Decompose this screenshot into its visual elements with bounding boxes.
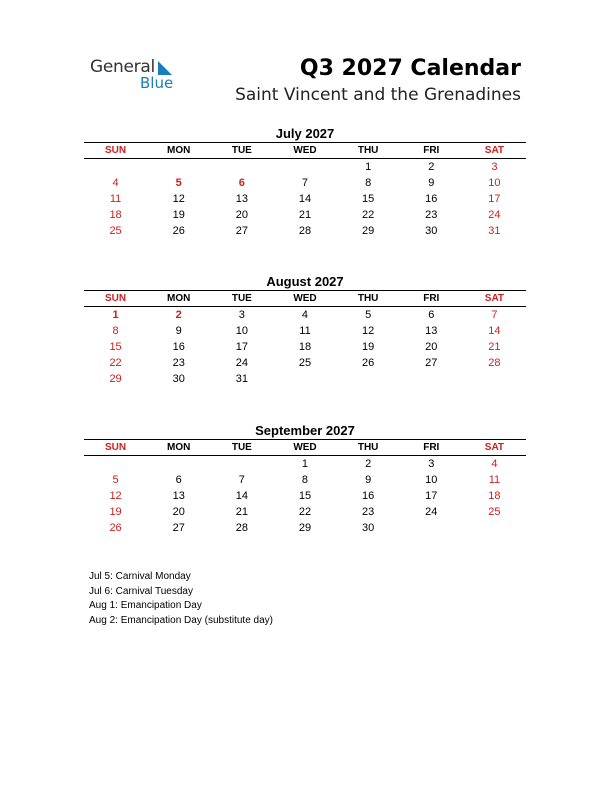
day-cell: 2	[428, 161, 435, 173]
day-cell: 26	[362, 357, 375, 369]
day-cell: 6	[238, 177, 245, 189]
day-cell: 12	[172, 193, 185, 205]
day-cell: 5	[112, 474, 119, 486]
week-row	[84, 472, 526, 488]
day-cell: 18	[109, 209, 122, 221]
holiday-note: Jul 6: Carnival Tuesday	[89, 585, 193, 597]
page-subtitle: Saint Vincent and the Grenadines	[235, 85, 521, 105]
week-row	[84, 175, 526, 191]
day-cell: 21	[298, 209, 312, 221]
week-row	[84, 223, 526, 239]
day-cell: 25	[298, 357, 312, 369]
day-cell: 15	[298, 490, 312, 502]
weekday-header: THU	[337, 291, 400, 307]
day-cell: 20	[425, 341, 438, 353]
day-cell: 7	[301, 177, 309, 189]
weekday-header: TUE	[210, 440, 273, 456]
day-cell: 19	[109, 506, 122, 518]
day-cell: 30	[425, 225, 438, 237]
day-cell: 26	[172, 225, 185, 237]
day-cell	[463, 371, 526, 387]
week-row	[84, 339, 526, 355]
month-block-september	[84, 422, 526, 536]
logo-blue-text: Blue	[140, 74, 174, 92]
day-cell: 23	[425, 209, 438, 221]
day-cell: 1	[365, 161, 372, 173]
day-cell: 18	[298, 341, 312, 353]
day-cell: 19	[362, 341, 375, 353]
day-cell: 25	[488, 506, 501, 518]
weekday-header: SAT	[463, 291, 526, 307]
logo-triangle-icon	[158, 61, 172, 75]
day-cell: 10	[425, 474, 438, 486]
day-cell: 7	[491, 309, 498, 321]
logo-general-text: General	[90, 57, 155, 77]
day-cell: 25	[109, 225, 122, 237]
week-row	[84, 355, 526, 371]
day-cell: 2	[175, 309, 182, 321]
day-cell: 11	[488, 474, 501, 486]
day-cell: 4	[491, 458, 498, 470]
day-cell: 24	[235, 357, 248, 369]
week-row	[84, 191, 526, 207]
day-cell: 14	[488, 325, 501, 337]
day-cell: 18	[488, 490, 501, 502]
day-cell: 9	[428, 177, 435, 189]
day-cell: 31	[235, 373, 248, 385]
day-cell: 14	[235, 490, 248, 502]
day-cell: 22	[362, 209, 375, 221]
month-block-august	[84, 273, 526, 387]
day-cell: 20	[172, 506, 185, 518]
page-title: Q3 2027 Calendar	[299, 56, 521, 81]
day-cell: 13	[172, 490, 185, 502]
week-row	[84, 307, 526, 324]
day-cell	[400, 520, 463, 536]
day-cell: 10	[488, 177, 501, 189]
day-cell: 9	[365, 474, 372, 486]
week-row	[84, 456, 526, 473]
day-cell: 11	[109, 193, 122, 205]
month-block-july	[84, 125, 526, 239]
day-cell	[463, 520, 526, 536]
day-cell: 26	[109, 522, 122, 534]
weekday-header: THU	[337, 143, 400, 159]
day-cell: 3	[491, 161, 498, 173]
day-cell: 8	[112, 325, 119, 337]
day-cell: 8	[365, 177, 372, 189]
day-cell	[273, 159, 336, 176]
weekday-header: SUN	[84, 291, 147, 307]
weekday-header: WED	[273, 143, 336, 159]
day-cell: 28	[298, 225, 312, 237]
day-cell: 22	[109, 357, 122, 369]
day-cell: 20	[235, 209, 248, 221]
day-cell: 5	[365, 309, 372, 321]
month-table	[84, 439, 526, 536]
day-cell: 3	[428, 458, 435, 470]
day-cell: 27	[172, 522, 185, 534]
weekday-header: SAT	[463, 143, 526, 159]
day-cell: 16	[425, 193, 438, 205]
weekday-header: FRI	[400, 143, 463, 159]
day-cell: 6	[175, 474, 182, 486]
day-cell	[147, 159, 210, 176]
weekday-header: TUE	[210, 291, 273, 307]
day-cell: 19	[172, 209, 185, 221]
day-cell: 5	[175, 177, 182, 189]
day-cell: 30	[362, 522, 375, 534]
month-title: September 2027	[255, 423, 355, 438]
weekday-header: WED	[273, 291, 336, 307]
day-cell: 13	[235, 193, 248, 205]
day-cell: 1	[112, 309, 119, 321]
day-cell: 14	[298, 193, 312, 205]
day-cell: 4	[112, 177, 119, 189]
day-cell: 29	[362, 225, 375, 237]
day-cell: 12	[109, 490, 122, 502]
weekday-header: MON	[147, 291, 210, 307]
weekday-header: SUN	[84, 440, 147, 456]
week-row	[84, 159, 526, 176]
week-row	[84, 520, 526, 536]
day-cell: 11	[299, 325, 311, 337]
day-cell: 13	[425, 325, 438, 337]
month-table	[84, 290, 526, 387]
day-cell	[147, 456, 210, 473]
day-cell: 2	[365, 458, 372, 470]
day-cell: 4	[301, 309, 309, 321]
weekday-header: TUE	[210, 143, 273, 159]
day-cell: 31	[488, 225, 501, 237]
day-cell: 27	[235, 225, 248, 237]
day-cell: 15	[109, 341, 122, 353]
day-cell: 10	[235, 325, 248, 337]
day-cell: 8	[301, 474, 309, 486]
day-cell: 1	[301, 458, 309, 470]
weekday-header: THU	[337, 440, 400, 456]
day-cell: 30	[172, 373, 185, 385]
day-cell	[400, 371, 463, 387]
day-cell: 15	[362, 193, 375, 205]
month-title: August 2027	[266, 274, 344, 289]
weekday-header: FRI	[400, 291, 463, 307]
week-row	[84, 371, 526, 387]
day-cell: 7	[238, 474, 245, 486]
day-cell: 29	[298, 522, 312, 534]
day-cell: 23	[362, 506, 375, 518]
day-cell: 24	[488, 209, 501, 221]
weekday-header: WED	[273, 440, 336, 456]
weekday-header: SUN	[84, 143, 147, 159]
day-cell: 6	[428, 309, 435, 321]
day-cell: 27	[425, 357, 438, 369]
month-title: July 2027	[275, 126, 335, 141]
day-cell	[210, 159, 273, 176]
weekday-header: MON	[147, 143, 210, 159]
weekday-header: FRI	[400, 440, 463, 456]
day-cell: 29	[109, 373, 122, 385]
day-cell: 16	[362, 490, 375, 502]
holiday-note: Jul 5: Carnival Monday	[89, 571, 191, 582]
day-cell	[273, 371, 336, 387]
week-row	[84, 504, 526, 520]
day-cell	[84, 159, 147, 176]
day-cell	[210, 456, 273, 473]
day-cell: 17	[425, 490, 438, 502]
brand-logo	[90, 57, 190, 93]
week-row	[84, 323, 526, 339]
day-cell: 21	[488, 341, 501, 353]
day-cell: 17	[488, 193, 501, 205]
day-cell: 9	[175, 325, 182, 337]
day-cell: 24	[425, 506, 438, 518]
weekday-header: MON	[147, 440, 210, 456]
holiday-note: Aug 1: Emancipation Day	[89, 600, 202, 611]
holiday-note: Aug 2: Emancipation Day (substitute day)	[89, 614, 273, 626]
month-table	[84, 142, 526, 239]
day-cell: 16	[172, 341, 185, 353]
day-cell: 21	[235, 506, 248, 518]
day-cell: 12	[362, 325, 375, 337]
holiday-notes	[89, 570, 273, 628]
week-row	[84, 488, 526, 504]
day-cell	[337, 371, 400, 387]
week-row	[84, 207, 526, 223]
day-cell: 28	[488, 357, 501, 369]
day-cell: 22	[298, 506, 312, 518]
day-cell	[84, 456, 147, 473]
day-cell: 23	[172, 357, 185, 369]
day-cell: 3	[238, 309, 245, 321]
day-cell: 28	[235, 522, 248, 534]
day-cell: 17	[235, 341, 248, 353]
weekday-header: SAT	[463, 440, 526, 456]
